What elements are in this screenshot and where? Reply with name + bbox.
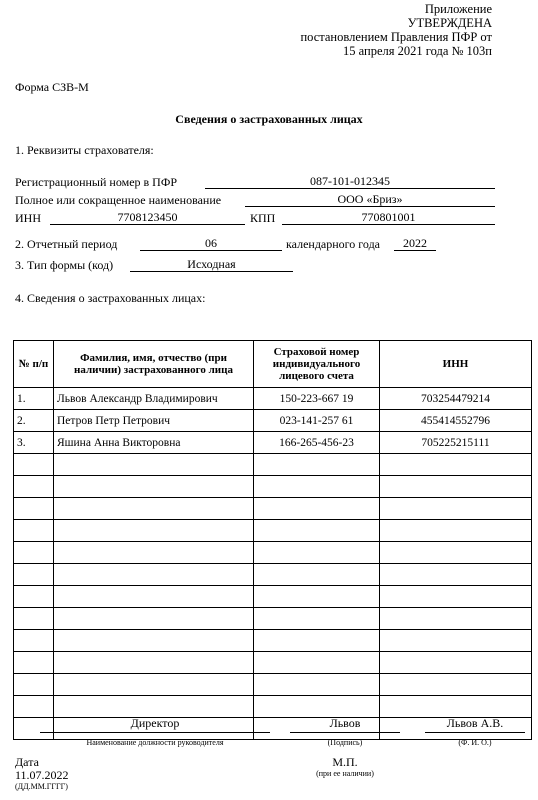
row-inn — [380, 696, 532, 718]
table-row — [14, 388, 532, 410]
header-resolution: постановлением Правления ПФР от — [300, 30, 492, 44]
signature-value: Львов — [329, 716, 361, 730]
row-fio: Яшина Анна Викторовна — [54, 432, 254, 454]
row-inn: 705225215111 — [380, 432, 532, 454]
row-fio — [54, 476, 254, 498]
year-label: календарного года — [286, 237, 381, 251]
document-title: Сведения о застрахованных лицах — [175, 112, 363, 126]
col-header-number: № п/п — [14, 341, 54, 388]
row-fio — [54, 652, 254, 674]
header-approved: УТВЕРЖДЕНА — [407, 16, 492, 30]
header-appendix: Приложение — [424, 2, 492, 16]
date-value: 11.07.2022 — [15, 768, 69, 782]
row-snils — [254, 696, 380, 718]
row-snils: 166-265-456-23 — [254, 432, 380, 454]
row-inn — [380, 476, 532, 498]
row-snils — [254, 564, 380, 586]
table-row — [14, 630, 532, 652]
signer-position: Директор — [130, 716, 180, 730]
row-inn: 455414552796 — [380, 410, 532, 432]
row-number — [14, 520, 54, 542]
row-fio: Львов Александр Владимирович — [54, 388, 254, 410]
fio-caption: (Ф. И. О.) — [458, 738, 492, 747]
row-number: 2. — [14, 410, 54, 432]
row-snils — [254, 608, 380, 630]
row-fio — [54, 696, 254, 718]
row-snils — [254, 674, 380, 696]
table-row — [14, 410, 532, 432]
row-number — [14, 454, 54, 476]
row-snils: 023-141-257 61 — [254, 410, 380, 432]
table-row — [14, 454, 532, 476]
form-type-value: Исходная — [130, 257, 293, 272]
reg-number-label: Регистрационный номер в ПФР — [15, 175, 177, 189]
row-inn — [380, 520, 532, 542]
row-fio — [54, 454, 254, 476]
row-snils: 150-223-667 19 — [254, 388, 380, 410]
row-snils — [254, 586, 380, 608]
table-row — [14, 674, 532, 696]
row-fio — [54, 520, 254, 542]
fio-line — [425, 732, 525, 733]
row-number — [14, 652, 54, 674]
row-inn — [380, 564, 532, 586]
section1-heading: 1. Реквизиты страхователя: — [15, 143, 154, 157]
table-row — [14, 498, 532, 520]
row-snils — [254, 454, 380, 476]
row-inn — [380, 608, 532, 630]
date-label: Дата — [15, 755, 39, 769]
period-month: 06 — [140, 236, 282, 251]
table-row — [14, 696, 532, 718]
table-row — [14, 564, 532, 586]
stamp-label: М.П. — [332, 755, 358, 769]
row-snils — [254, 630, 380, 652]
row-inn — [380, 498, 532, 520]
row-number: 1. — [14, 388, 54, 410]
table-row — [14, 542, 532, 564]
org-name-label: Полное или сокращенное наименование — [15, 193, 222, 207]
form-name: Форма СЗВ-М — [15, 80, 89, 94]
col-header-fio: Фамилия, имя, отчество (при наличии) застрахованного лица — [54, 341, 254, 388]
row-inn — [380, 542, 532, 564]
table-row — [14, 608, 532, 630]
row-snils — [254, 652, 380, 674]
section4-heading: 4. Сведения о застрахованных лицах: — [15, 291, 206, 305]
row-number — [14, 498, 54, 520]
row-fio — [54, 630, 254, 652]
row-number — [14, 476, 54, 498]
signature-line — [290, 732, 400, 733]
row-inn — [380, 454, 532, 476]
signer-fio: Львов А.В. — [446, 716, 504, 730]
header-date-number: 15 апреля 2021 года № 103п — [343, 44, 492, 58]
row-inn — [380, 652, 532, 674]
period-label: 2. Отчетный период — [15, 237, 118, 251]
row-snils — [254, 498, 380, 520]
row-fio — [54, 564, 254, 586]
position-caption: Наименование должности руководителя — [86, 738, 224, 747]
row-inn — [380, 586, 532, 608]
kpp-value: 770801001 — [282, 210, 495, 225]
table-row — [14, 586, 532, 608]
row-number — [14, 608, 54, 630]
col-header-snils: Страховой номер индивидуального лицевого счета — [254, 341, 380, 388]
row-number — [14, 542, 54, 564]
row-snils — [254, 476, 380, 498]
signature-caption: (Подпись) — [327, 738, 363, 747]
stamp-caption: (при ее наличии) — [316, 769, 374, 778]
table-header-row — [14, 341, 532, 388]
position-line — [40, 732, 270, 733]
row-inn — [380, 674, 532, 696]
row-number: 3. — [14, 432, 54, 454]
row-number — [14, 630, 54, 652]
date-caption: (ДД.ММ.ГГГГ) — [15, 782, 68, 791]
row-fio — [54, 498, 254, 520]
row-number — [14, 586, 54, 608]
org-name-value: ООО «Бриз» — [245, 192, 495, 207]
row-inn — [380, 630, 532, 652]
row-snils — [254, 542, 380, 564]
row-fio: Петров Петр Петрович — [54, 410, 254, 432]
row-inn: 703254479214 — [380, 388, 532, 410]
row-fio — [54, 586, 254, 608]
row-fio — [54, 542, 254, 564]
row-number — [14, 564, 54, 586]
table-row — [14, 476, 532, 498]
kpp-label: КПП — [250, 211, 276, 225]
row-number — [14, 696, 54, 718]
period-year: 2022 — [394, 236, 436, 251]
row-snils — [254, 520, 380, 542]
insured-persons-table — [13, 340, 532, 740]
col-header-inn: ИНН — [380, 341, 532, 388]
table-row — [14, 432, 532, 454]
row-fio — [54, 608, 254, 630]
form-type-label: 3. Тип формы (код) — [15, 258, 114, 272]
table-row — [14, 520, 532, 542]
row-fio — [54, 674, 254, 696]
row-number — [14, 674, 54, 696]
table-row — [14, 652, 532, 674]
reg-number-value: 087-101-012345 — [205, 174, 495, 189]
inn-value: 7708123450 — [50, 210, 245, 225]
inn-label: ИНН — [15, 211, 41, 225]
